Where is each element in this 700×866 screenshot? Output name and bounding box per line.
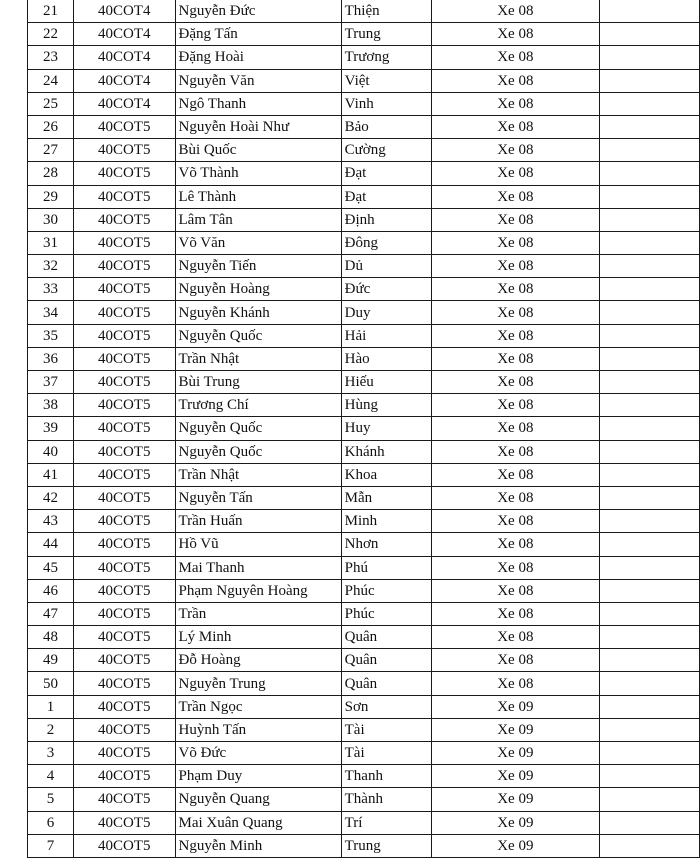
cell-ho: Huỳnh Tấn [175, 718, 341, 741]
cell-lop: 40COT5 [73, 788, 175, 811]
table-row [28, 394, 700, 417]
table-row [28, 162, 700, 185]
cell-ho: Lê Thành [175, 185, 341, 208]
table-row [28, 811, 700, 834]
cell-stt: 42 [28, 486, 74, 509]
cell-ghi-chu [599, 69, 699, 92]
cell-stt: 35 [28, 324, 74, 347]
table-row [28, 347, 700, 370]
cell-lop: 40COT5 [73, 486, 175, 509]
cell-ten: Minh [341, 510, 432, 533]
cell-ghi-chu [599, 255, 699, 278]
cell-ten: Dủ [341, 255, 432, 278]
cell-lop: 40COT5 [73, 394, 175, 417]
table-row [28, 231, 700, 254]
table-row [28, 834, 700, 857]
cell-lop: 40COT5 [73, 602, 175, 625]
cell-stt: 38 [28, 394, 74, 417]
cell-ghi-chu [599, 324, 699, 347]
cell-xe: Xe 09 [432, 811, 599, 834]
cell-xe: Xe 08 [432, 231, 599, 254]
cell-xe: Xe 08 [432, 162, 599, 185]
cell-ten: Cường [341, 139, 432, 162]
cell-ten: Hiếu [341, 371, 432, 394]
cell-ho: Trần Nhật [175, 463, 341, 486]
cell-ho: Nguyễn Trung [175, 672, 341, 695]
cell-stt: 26 [28, 115, 74, 138]
cell-stt: 21 [28, 0, 74, 23]
cell-ho: Nguyễn Khánh [175, 301, 341, 324]
table-row [28, 556, 700, 579]
cell-ho: Bùi Quốc [175, 139, 341, 162]
cell-stt: 33 [28, 278, 74, 301]
cell-xe: Xe 09 [432, 788, 599, 811]
cell-lop: 40COT5 [73, 255, 175, 278]
cell-stt: 25 [28, 92, 74, 115]
cell-lop: 40COT5 [73, 162, 175, 185]
cell-stt: 39 [28, 417, 74, 440]
cell-ten: Nhơn [341, 533, 432, 556]
cell-ten: Hào [341, 347, 432, 370]
cell-stt: 29 [28, 185, 74, 208]
cell-stt: 37 [28, 371, 74, 394]
cell-ten: Đông [341, 231, 432, 254]
cell-lop: 40COT4 [73, 46, 175, 69]
cell-ghi-chu [599, 533, 699, 556]
cell-ho: Lâm Tân [175, 208, 341, 231]
cell-ho: Nguyễn Hoàng [175, 278, 341, 301]
cell-lop: 40COT4 [73, 69, 175, 92]
cell-stt: 50 [28, 672, 74, 695]
cell-ho: Đặng Tấn [175, 23, 341, 46]
table-row [28, 139, 700, 162]
student-bus-table [27, 0, 700, 858]
cell-xe: Xe 09 [432, 695, 599, 718]
cell-ho: Nguyễn Tiến [175, 255, 341, 278]
cell-ghi-chu [599, 371, 699, 394]
cell-ten: Đức [341, 278, 432, 301]
cell-ghi-chu [599, 672, 699, 695]
cell-ten: Vinh [341, 92, 432, 115]
cell-ho: Đỗ Hoàng [175, 649, 341, 672]
cell-xe: Xe 08 [432, 46, 599, 69]
cell-ghi-chu [599, 278, 699, 301]
cell-ghi-chu [599, 811, 699, 834]
cell-xe: Xe 08 [432, 185, 599, 208]
cell-ten: Trí [341, 811, 432, 834]
table-row [28, 718, 700, 741]
table-row [28, 486, 700, 509]
cell-ho: Nguyễn Đức [175, 0, 341, 23]
cell-ghi-chu [599, 185, 699, 208]
cell-xe: Xe 09 [432, 718, 599, 741]
cell-xe: Xe 08 [432, 533, 599, 556]
cell-stt: 22 [28, 23, 74, 46]
cell-lop: 40COT5 [73, 579, 175, 602]
table-row [28, 23, 700, 46]
cell-stt: 23 [28, 46, 74, 69]
table-row [28, 695, 700, 718]
cell-xe: Xe 09 [432, 834, 599, 857]
cell-xe: Xe 08 [432, 486, 599, 509]
cell-stt: 5 [28, 788, 74, 811]
cell-lop: 40COT5 [73, 231, 175, 254]
cell-ten: Bảo [341, 115, 432, 138]
cell-stt: 48 [28, 626, 74, 649]
cell-ho: Đặng Hoài [175, 46, 341, 69]
cell-ho: Nguyễn Tấn [175, 486, 341, 509]
table-row [28, 371, 700, 394]
cell-ho: Võ Văn [175, 231, 341, 254]
cell-ghi-chu [599, 394, 699, 417]
cell-ten: Huy [341, 417, 432, 440]
cell-stt: 40 [28, 440, 74, 463]
cell-ten: Khoa [341, 463, 432, 486]
cell-ghi-chu [599, 46, 699, 69]
cell-xe: Xe 09 [432, 742, 599, 765]
cell-xe: Xe 08 [432, 301, 599, 324]
cell-ho: Nguyễn Văn [175, 69, 341, 92]
table-row [28, 463, 700, 486]
cell-lop: 40COT5 [73, 278, 175, 301]
cell-ghi-chu [599, 92, 699, 115]
cell-ten: Phú [341, 556, 432, 579]
cell-lop: 40COT5 [73, 347, 175, 370]
cell-ghi-chu [599, 417, 699, 440]
cell-ten: Tài [341, 718, 432, 741]
cell-ho: Trần Huấn [175, 510, 341, 533]
cell-ten: Quân [341, 649, 432, 672]
cell-lop: 40COT5 [73, 115, 175, 138]
cell-ho: Trần [175, 602, 341, 625]
cell-stt: 47 [28, 602, 74, 625]
cell-stt: 31 [28, 231, 74, 254]
cell-xe: Xe 08 [432, 371, 599, 394]
cell-ho: Võ Đức [175, 742, 341, 765]
cell-ho: Mai Xuân Quang [175, 811, 341, 834]
cell-lop: 40COT5 [73, 185, 175, 208]
cell-ghi-chu [599, 718, 699, 741]
cell-lop: 40COT5 [73, 510, 175, 533]
cell-lop: 40COT4 [73, 92, 175, 115]
cell-ghi-chu [599, 510, 699, 533]
cell-stt: 6 [28, 811, 74, 834]
table-row [28, 324, 700, 347]
cell-lop: 40COT4 [73, 0, 175, 23]
cell-ten: Việt [341, 69, 432, 92]
cell-ghi-chu [599, 579, 699, 602]
cell-ghi-chu [599, 23, 699, 46]
cell-ghi-chu [599, 231, 699, 254]
cell-lop: 40COT5 [73, 626, 175, 649]
cell-xe: Xe 08 [432, 510, 599, 533]
table-row [28, 69, 700, 92]
cell-lop: 40COT5 [73, 718, 175, 741]
cell-ho: Trần Ngọc [175, 695, 341, 718]
table-row [28, 278, 700, 301]
table-row [28, 208, 700, 231]
cell-lop: 40COT5 [73, 208, 175, 231]
cell-xe: Xe 08 [432, 649, 599, 672]
cell-stt: 1 [28, 695, 74, 718]
cell-ten: Sơn [341, 695, 432, 718]
cell-ten: Thanh [341, 765, 432, 788]
table-row [28, 0, 700, 23]
table-row [28, 92, 700, 115]
cell-lop: 40COT5 [73, 742, 175, 765]
cell-lop: 40COT5 [73, 417, 175, 440]
cell-ho: Lý Minh [175, 626, 341, 649]
cell-ho: Nguyễn Quang [175, 788, 341, 811]
cell-xe: Xe 08 [432, 672, 599, 695]
cell-xe: Xe 08 [432, 463, 599, 486]
table-row [28, 255, 700, 278]
cell-xe: Xe 08 [432, 394, 599, 417]
cell-ho: Ngô Thanh [175, 92, 341, 115]
cell-xe: Xe 08 [432, 208, 599, 231]
cell-ten: Phúc [341, 602, 432, 625]
cell-stt: 24 [28, 69, 74, 92]
cell-stt: 34 [28, 301, 74, 324]
cell-stt: 7 [28, 834, 74, 857]
cell-ten: Hùng [341, 394, 432, 417]
cell-ghi-chu [599, 139, 699, 162]
cell-xe: Xe 08 [432, 0, 599, 23]
cell-stt: 27 [28, 139, 74, 162]
table-row [28, 649, 700, 672]
cell-lop: 40COT5 [73, 324, 175, 347]
table-row [28, 417, 700, 440]
cell-ghi-chu [599, 695, 699, 718]
cell-ten: Quân [341, 626, 432, 649]
cell-xe: Xe 08 [432, 69, 599, 92]
cell-ho: Mai Thanh [175, 556, 341, 579]
cell-stt: 49 [28, 649, 74, 672]
cell-ho: Phạm Duy [175, 765, 341, 788]
cell-xe: Xe 08 [432, 602, 599, 625]
table-row [28, 115, 700, 138]
cell-stt: 4 [28, 765, 74, 788]
cell-lop: 40COT5 [73, 649, 175, 672]
cell-xe: Xe 09 [432, 765, 599, 788]
cell-stt: 46 [28, 579, 74, 602]
cell-xe: Xe 08 [432, 579, 599, 602]
cell-xe: Xe 08 [432, 115, 599, 138]
cell-ghi-chu [599, 649, 699, 672]
cell-ho: Hồ Vũ [175, 533, 341, 556]
cell-lop: 40COT5 [73, 533, 175, 556]
cell-ho: Trần Nhật [175, 347, 341, 370]
cell-ghi-chu [599, 765, 699, 788]
cell-ten: Mẫn [341, 486, 432, 509]
cell-xe: Xe 08 [432, 92, 599, 115]
cell-xe: Xe 08 [432, 347, 599, 370]
table-row [28, 579, 700, 602]
cell-stt: 36 [28, 347, 74, 370]
table-row [28, 185, 700, 208]
cell-xe: Xe 08 [432, 626, 599, 649]
cell-ghi-chu [599, 115, 699, 138]
cell-lop: 40COT5 [73, 556, 175, 579]
cell-ghi-chu [599, 162, 699, 185]
cell-lop: 40COT4 [73, 23, 175, 46]
cell-ten: Trung [341, 834, 432, 857]
cell-ten: Trương [341, 46, 432, 69]
cell-xe: Xe 08 [432, 440, 599, 463]
cell-ghi-chu [599, 486, 699, 509]
table-row [28, 510, 700, 533]
cell-stt: 3 [28, 742, 74, 765]
cell-stt: 44 [28, 533, 74, 556]
cell-stt: 2 [28, 718, 74, 741]
cell-lop: 40COT5 [73, 463, 175, 486]
cell-ghi-chu [599, 742, 699, 765]
cell-ghi-chu [599, 626, 699, 649]
cell-xe: Xe 08 [432, 556, 599, 579]
cell-ten: Tài [341, 742, 432, 765]
cell-ten: Quân [341, 672, 432, 695]
table-row [28, 301, 700, 324]
cell-ghi-chu [599, 463, 699, 486]
table-row [28, 765, 700, 788]
cell-ghi-chu [599, 0, 699, 23]
cell-ho: Trương Chí [175, 394, 341, 417]
cell-lop: 40COT5 [73, 371, 175, 394]
table-body [28, 0, 700, 857]
table-row [28, 533, 700, 556]
cell-ten: Đạt [341, 162, 432, 185]
cell-ho: Nguyễn Minh [175, 834, 341, 857]
cell-stt: 30 [28, 208, 74, 231]
cell-ho: Phạm Nguyên Hoàng [175, 579, 341, 602]
cell-ho: Nguyễn Quốc [175, 324, 341, 347]
cell-stt: 43 [28, 510, 74, 533]
cell-stt: 41 [28, 463, 74, 486]
cell-ghi-chu [599, 208, 699, 231]
cell-xe: Xe 08 [432, 23, 599, 46]
cell-ten: Thành [341, 788, 432, 811]
cell-ghi-chu [599, 788, 699, 811]
cell-ho: Nguyễn Quốc [175, 417, 341, 440]
cell-xe: Xe 08 [432, 278, 599, 301]
table-row [28, 602, 700, 625]
cell-ghi-chu [599, 556, 699, 579]
cell-lop: 40COT5 [73, 440, 175, 463]
cell-stt: 28 [28, 162, 74, 185]
cell-lop: 40COT5 [73, 695, 175, 718]
cell-ho: Nguyễn Hoài Như [175, 115, 341, 138]
cell-ten: Đạt [341, 185, 432, 208]
cell-ho: Nguyễn Quốc [175, 440, 341, 463]
cell-ten: Duy [341, 301, 432, 324]
cell-stt: 32 [28, 255, 74, 278]
cell-ghi-chu [599, 301, 699, 324]
cell-xe: Xe 08 [432, 417, 599, 440]
cell-ten: Phúc [341, 579, 432, 602]
cell-lop: 40COT5 [73, 301, 175, 324]
cell-ten: Khánh [341, 440, 432, 463]
cell-stt: 45 [28, 556, 74, 579]
table-row [28, 46, 700, 69]
cell-xe: Xe 08 [432, 139, 599, 162]
cell-xe: Xe 08 [432, 255, 599, 278]
cell-ghi-chu [599, 602, 699, 625]
cell-ghi-chu [599, 347, 699, 370]
cell-ghi-chu [599, 440, 699, 463]
table-row [28, 626, 700, 649]
cell-xe: Xe 08 [432, 324, 599, 347]
cell-ho: Võ Thành [175, 162, 341, 185]
cell-ten: Hải [341, 324, 432, 347]
cell-ho: Bùi Trung [175, 371, 341, 394]
cell-lop: 40COT5 [73, 672, 175, 695]
cell-lop: 40COT5 [73, 834, 175, 857]
cell-lop: 40COT5 [73, 811, 175, 834]
table-row [28, 742, 700, 765]
cell-ghi-chu [599, 834, 699, 857]
cell-ten: Trung [341, 23, 432, 46]
cell-ten: Định [341, 208, 432, 231]
table-row [28, 788, 700, 811]
table-row [28, 440, 700, 463]
cell-ten: Thiện [341, 0, 432, 23]
table-row [28, 672, 700, 695]
cell-lop: 40COT5 [73, 765, 175, 788]
cell-lop: 40COT5 [73, 139, 175, 162]
